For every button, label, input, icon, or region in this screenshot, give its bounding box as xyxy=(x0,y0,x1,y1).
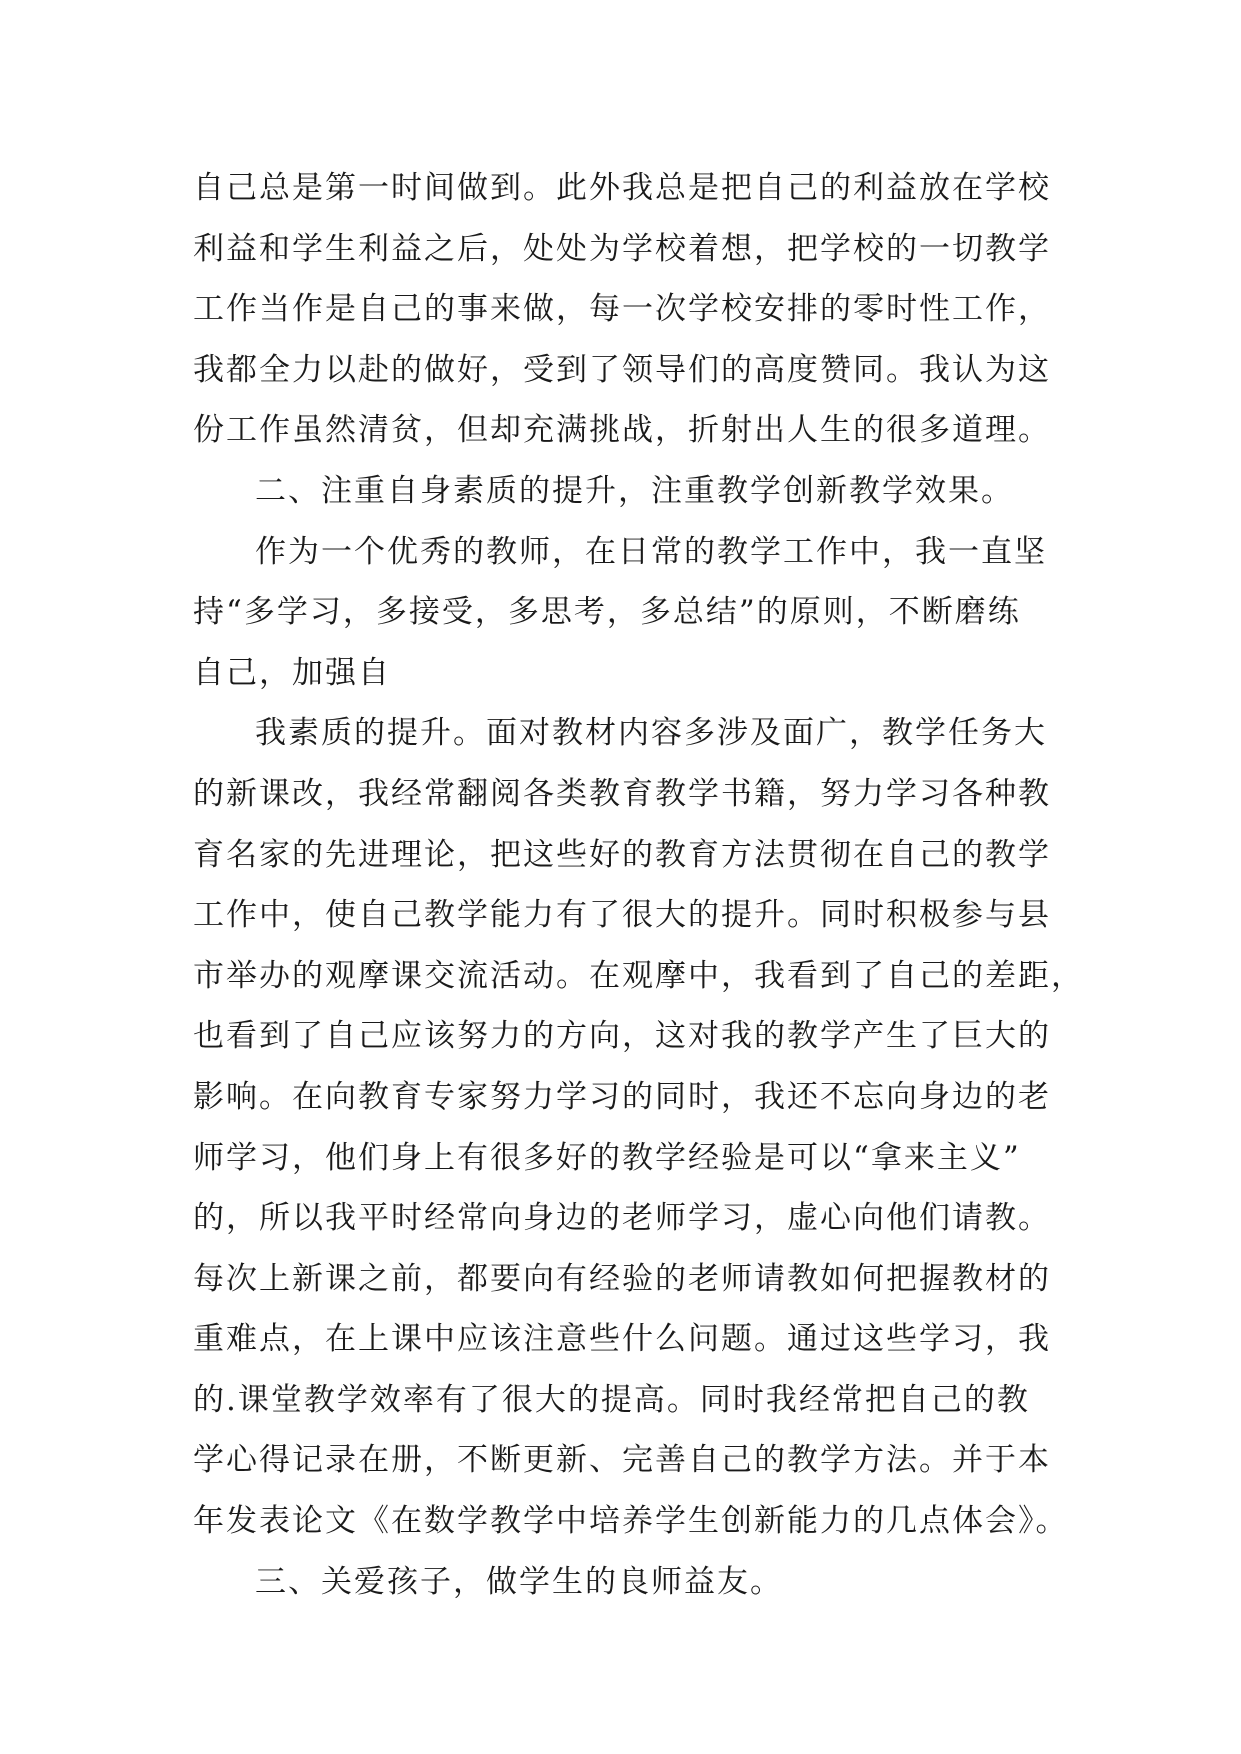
text-line: 年发表论文《在数学教学中培养学生创新能力的几点体会》。 xyxy=(193,1503,1069,1540)
text-line: 影响。在向教育专家努力学习的同时，我还不忘向身边的老 xyxy=(193,1078,1051,1115)
paragraph-start: 我素质的提升。面对教材内容多涉及面广，教学任务大 xyxy=(255,715,1047,752)
text-line: 师学习，他们身上有很多好的教学经验是可以“拿来主义” xyxy=(193,1139,1021,1176)
text-line: 每次上新课之前，都要向有经验的老师请教如何把握教材的 xyxy=(193,1260,1051,1297)
text-line: 工作当作是自己的事来做，每一次学校安排的零时性工作， xyxy=(193,291,1051,328)
text-line: 的，所以我平时经常向身边的老师学习，虚心向他们请教。 xyxy=(193,1200,1051,1237)
text-line: 也看到了自己应该努力的方向，这对我的教学产生了巨大的 xyxy=(193,1018,1051,1055)
text-line: 利益和学生利益之后，处处为学校着想，把学校的一切教学 xyxy=(193,230,1051,267)
text-line: 育名家的先进理论，把这些好的教育方法贯彻在自己的教学 xyxy=(193,836,1051,873)
text-line: 我都全力以赴的做好，受到了领导们的高度赞同。我认为这 xyxy=(193,351,1051,388)
text-line: 学心得记录在册，不断更新、完善自己的教学方法。并于本 xyxy=(193,1442,1051,1479)
text-line: 持“多学习，多接受，多思考，多总结”的原则，不断磨练 xyxy=(193,594,1021,631)
text-line: 重难点，在上课中应该注意些什么问题。通过这些学习，我 xyxy=(193,1321,1051,1358)
text-line: 的新课改，我经常翻阅各类教育教学书籍，努力学习各种教 xyxy=(193,775,1051,812)
document-body xyxy=(193,158,1084,1612)
text-line: 的.课堂教学效率有了很大的提高。同时我经常把自己的教 xyxy=(193,1381,1030,1418)
section-heading: 三、关爱孩子，做学生的良师益友。 xyxy=(255,1563,783,1600)
section-heading: 二、注重自身素质的提升，注重教学创新教学效果。 xyxy=(255,472,1014,509)
paragraph-start: 作为一个优秀的教师，在日常的教学工作中，我一直坚 xyxy=(255,533,1047,570)
text-line: 自己，加强自 xyxy=(193,654,391,691)
text-line: 自己总是第一时间做到。此外我总是把自己的利益放在学校 xyxy=(193,170,1051,206)
text-line: 工作中，使自己教学能力有了很大的提升。同时积极参与县 xyxy=(193,897,1051,934)
text-line: 份工作虽然清贫，但却充满挑战，折射出人生的很多道理。 xyxy=(193,412,1051,449)
text-line: 市举办的观摩课交流活动。在观摩中，我看到了自己的差距， xyxy=(193,957,1084,994)
